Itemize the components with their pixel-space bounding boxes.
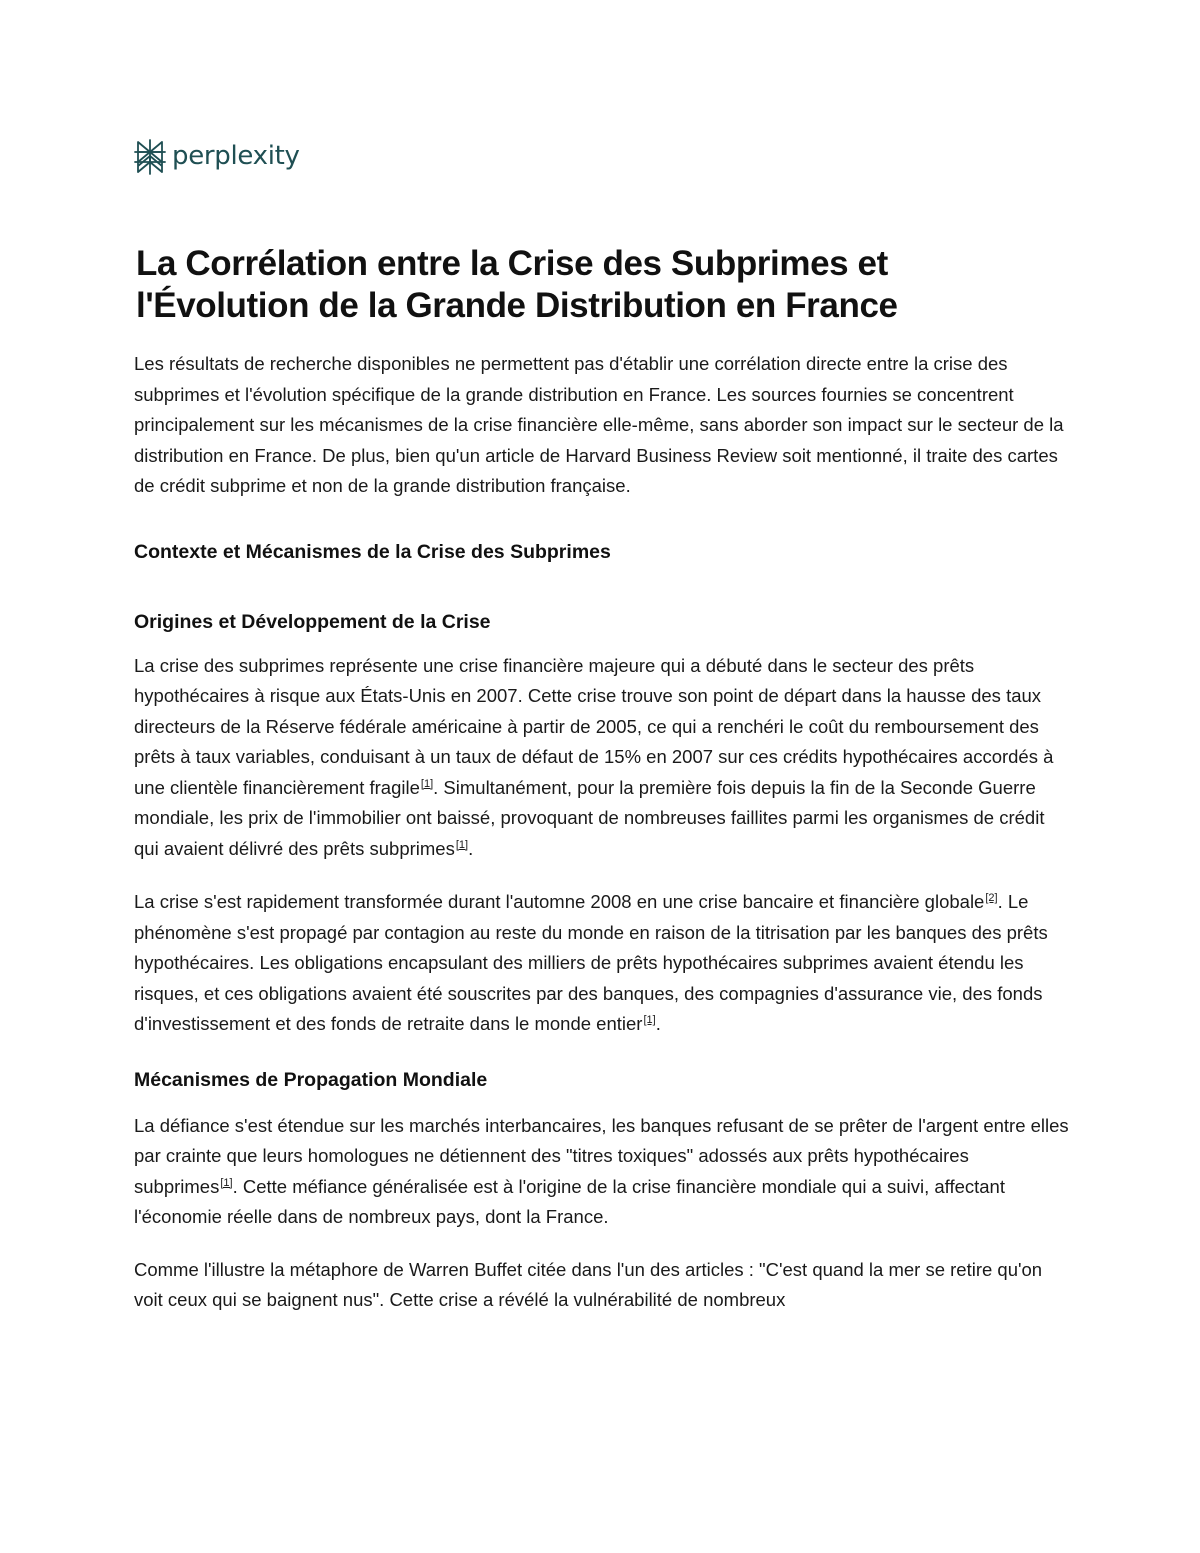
paragraph-text: . Cette méfiance généralisée est à l'origine de la crise financière mondiale qui a suivi, affectant l'économie réelle dans de nombreux pays, dont la France. [134, 1175, 1005, 1227]
section-heading: Contexte et Mécanismes de la Crise des Subprimes [134, 540, 611, 563]
paragraph-text: La crise des subprimes représente une crise financière majeure qui a débuté dans le secteur des prêts hypothécaires à risque aux États-Unis en 2007. Cette crise trouve son point de départ dans la hausse des taux directeurs de la Réserve fédérale américaine à partir de 2005, ce qui a renchéri le coût du remboursement des prêts à taux variables, conduisant à un taux de défaut de 15% en 2007 sur ces crédits hypothécaires accordés à une clientèle financièrement fragile [134, 654, 1054, 798]
brand-name: perplexity [172, 141, 300, 171]
brand-logo [134, 138, 300, 176]
propagation-paragraph-1 [134, 1111, 1069, 1233]
subsection-heading-origins: Origines et Développement de la Crise [134, 610, 491, 633]
citation-link[interactable]: [2] [985, 892, 998, 904]
document-title: La Corrélation entre la Crise des Subprimes et l'Évolution de la Grande Distribution en France [136, 244, 898, 325]
paragraph-text: . [468, 837, 474, 859]
citation-link[interactable]: [1] [420, 777, 434, 790]
origins-paragraph-2 [134, 887, 1069, 1040]
paragraph-text: . [655, 1013, 661, 1034]
subsection-heading-propagation: Mécanismes de Propagation Mondiale [134, 1068, 488, 1091]
perplexity-logo-icon [134, 139, 166, 175]
origins-paragraph-1 [134, 651, 1069, 865]
citation-link[interactable]: [1] [220, 1176, 233, 1189]
paragraph-text: . Le phénomène s'est propagé par contagion au reste du monde en raison de la titrisation par les banques des prêts hypothécaires. Les obligations encapsulant des milliers de prêts hypothécaires subprimes avaient étendu les risques, et ces obligations avaient été souscrites par des banques, des compagnies d'assurance vie, des fonds d'investissement et des fonds de retraite dans le monde entier [134, 891, 1048, 1034]
propagation-paragraph-2: Comme l'illustre la métaphore de Warren Buffet citée dans l'un des articles : "C'est quand la mer se retire qu'on voit ceux qui se baignent nus". Cette crise a révélé la vulnérabilité de nombreux [134, 1258, 1043, 1310]
paragraph-text: . Simultanément, pour la première fois depuis la fin de la Seconde Guerre mondiale, les prix de l'immobilier ont baissé, provoquant de nombreuses faillites parmi les organismes de crédit qui avaient délivré des prêts subprimes [134, 776, 1045, 859]
document-body [134, 349, 1069, 1316]
intro-paragraph: Les résultats de recherche disponibles ne permettent pas d'établir une corrélation directe entre la crise des subprimes et l'évolution spécifique de la grande distribution en France. Les sources fournies se concentrent principalement sur les mécanismes de la crise financière elle-même, sans aborder son impact sur le secteur de la distribution en France. De plus, bien qu'un article de Harvard Business Review soit mentionné, il traite des cartes de crédit subprime et non de la grande distribution française. [134, 353, 1064, 496]
paragraph-text: La défiance s'est étendue sur les marchés interbancaires, les banques refusant de se prêter de l'argent entre elles par crainte que leurs homologues ne détiennent des "titres toxiques" adossés aux prêts hypothécaires subprimes [134, 1114, 1069, 1197]
citation-link[interactable]: [1] [455, 838, 469, 851]
paragraph-text: La crise s'est rapidement transformée durant l'automne 2008 en une crise bancaire et financière globale [134, 891, 985, 912]
citation-link[interactable]: [1] [643, 1014, 656, 1026]
